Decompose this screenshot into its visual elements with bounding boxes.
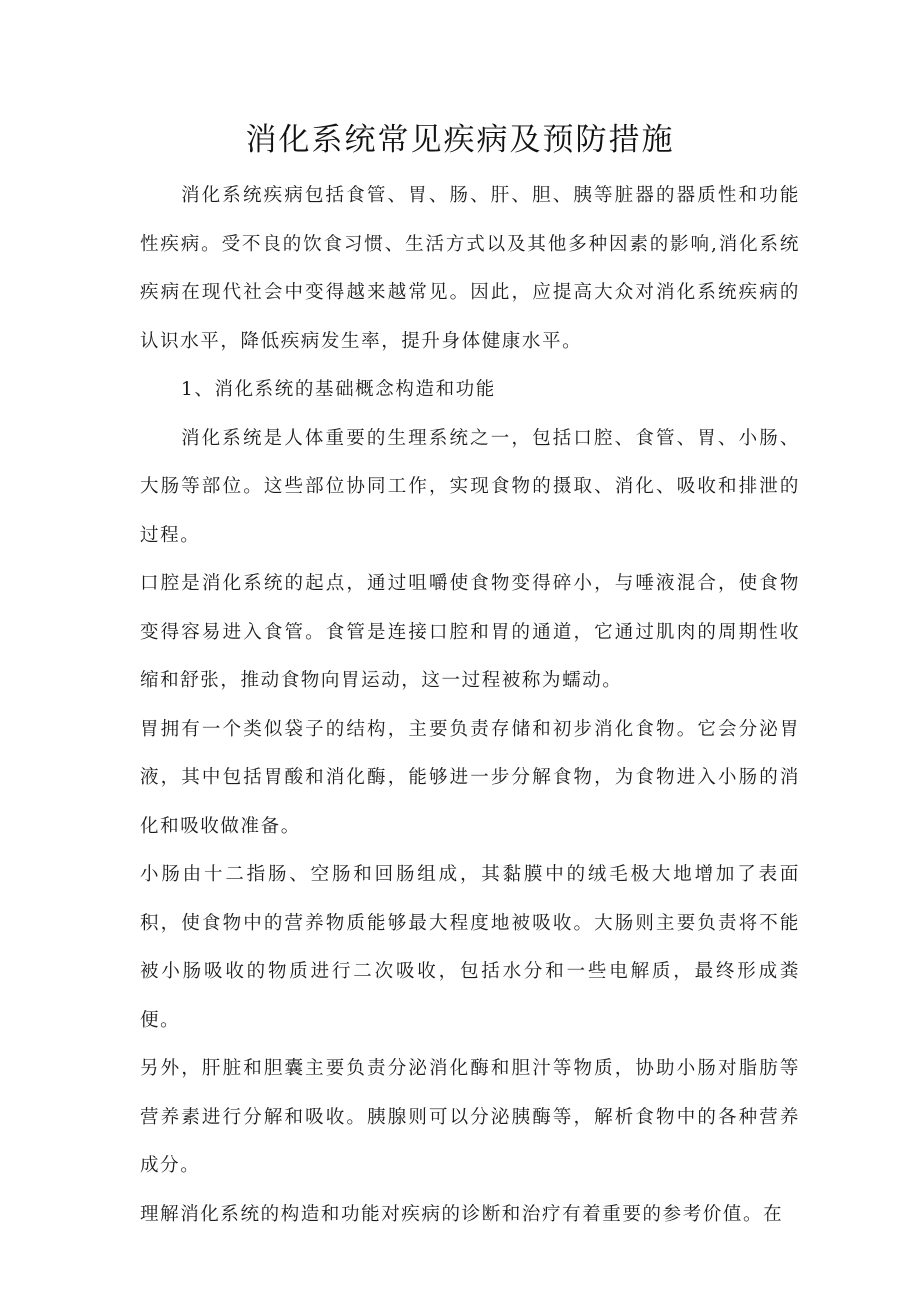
mouth-esophagus-paragraph: 口腔是消化系统的起点，通过咀嚼使食物变得碎小，与唾液混合，使食物变得容易进入食管。食管是连接口腔和胃的通道，它通过肌肉的周期性收缩和舒张，推动食物向胃运动，这一过程被称为蠕动。 — [140, 573, 800, 691]
stomach-paragraph: 胃拥有一个类似袋子的结构，主要负责存储和初步消化食物。它会分泌胃液，其中包括胃酸和消化酶，能够进一步分解食物，为食物进入小肠的消化和吸收做准备。 — [140, 718, 800, 837]
closing-paragraph: 理解消化系统的构造和功能对疾病的诊断和治疗有着重要的参考价值。在 — [140, 1203, 784, 1225]
section-heading: 1、消化系统的基础概念构造和功能 — [181, 379, 496, 400]
intro-paragraph: 消化系统疾病包括食管、胃、肠、肝、胆、胰等脏器的器质性和功能性疾病。受不良的饮食习惯、生活方式以及其他多种因素的影响,消化系统疾病在现代社会中变得越来越常见。因此，应提高大众对消化系统疾病的认识水平，降低疾病发生率，提升身体健康水平。 — [140, 185, 800, 352]
document-body — [140, 172, 800, 1239]
overview-paragraph: 消化系统是人体重要的生理系统之一，包括口腔、食管、胃、小肠、大肠等部位。这些部位协同工作，实现食物的摄取、消化、吸收和排泄的过程。 — [140, 427, 800, 546]
liver-pancreas-paragraph: 另外，肝脏和胆囊主要负责分泌消化酶和胆汁等物质，协助小肠对脂肪等营养素进行分解和吸收。胰腺则可以分泌胰酶等，解析食物中的各种营养成分。 — [140, 1058, 800, 1176]
intestine-paragraph: 小肠由十二指肠、空肠和回肠组成，其黏膜中的绒毛极大地增加了表面积，使食物中的营养物质能够最大程度地被吸收。大肠则主要负责将不能被小肠吸收的物质进行二次吸收，包括水分和一些电解质，最终形成粪便。 — [140, 864, 800, 1031]
document-title: 消化系统常见疾病及预防措施 — [245, 122, 675, 158]
